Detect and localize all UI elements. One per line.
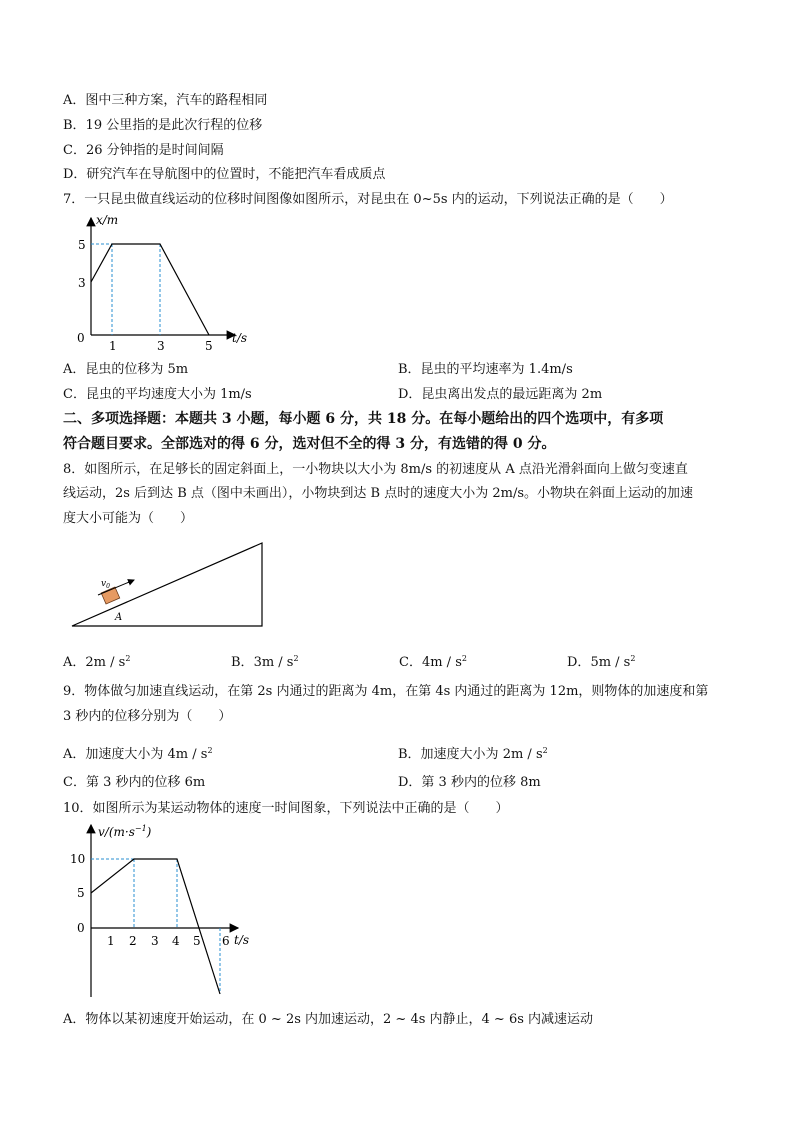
q7-option-b: B．昆虫的平均速率为 1.4m/s [398, 362, 573, 377]
q7-y-tick-3: 3 [78, 276, 86, 290]
q7-xt-graph [70, 212, 270, 352]
q10-x-tick-1: 1 [107, 934, 115, 948]
q9-option-c: C．第 3 秒内的位移 6m [63, 775, 206, 790]
q10-y-tick-10: 10 [70, 852, 86, 866]
q7-xt-line [91, 244, 209, 335]
q7-option-a: A．昆虫的位移为 5m [63, 362, 189, 377]
q7-x-tick-3: 3 [157, 339, 165, 353]
q7-x-axis-label: t/s [232, 331, 248, 345]
q7-y-tick-5: 5 [78, 238, 86, 252]
section2-heading-line2: 符合题目要求。全部选对的得 6 分，选对但不全的得 3 分，有选错的得 0 分。 [63, 436, 556, 452]
q9-option-a: A．加速度大小为 $4m / s^2$ [63, 746, 213, 762]
q10-vt-line [91, 859, 220, 994]
q10-stem: 10．如图所示为某运动物体的速度一时间图象，下列说法中正确的是（ ） [63, 801, 509, 816]
q7-option-c: C．昆虫的平均速度大小为 1m/s [63, 387, 252, 402]
q10-option-a: A．物体以某初速度开始运动，在 0 ~ 2s 内加速运动，2 ~ 4s 内静止，4 ~ 6s 内减速运动 [63, 1012, 594, 1027]
q10-y-tick-5: 5 [77, 886, 85, 900]
q8-option-d: D．$5m / s^2$ [567, 654, 636, 670]
q8-stem-line2: 线运动，2s 后到达 B 点（图中未画出），小物块到达 B 点时的速度大小为 2m/s。小物块在斜面上运动的加速 [63, 486, 693, 501]
q8-option-a: A．$2m / s^2$ [63, 654, 131, 670]
q10-x-tick-6: 6 [222, 934, 230, 948]
q7-y-axis-label: x/m [96, 213, 119, 227]
q10-x-tick-2: 2 [129, 934, 137, 948]
section2-heading-line1: 二、多项选择题：本题共 3 小题，每小题 6 分，共 18 分。在每小题给出的四个选项中，有多项 [63, 411, 664, 427]
q6-option-a: A．图中三种方案，汽车的路程相同 [63, 93, 268, 108]
q9-option-b: B．加速度大小为 $2m / s^2$ [398, 746, 548, 762]
q7-option-d: D．昆虫离出发点的最远距离为 2m [398, 387, 603, 402]
q10-y-axis-label: $v/(m\cdot s^{-1})$ [98, 824, 152, 839]
q6-option-c: C．26 分钟指的是时间间隔 [63, 143, 224, 158]
q10-x-tick-3: 3 [151, 934, 159, 948]
q8-incline-figure [70, 540, 270, 630]
q10-x-tick-5: 5 [193, 934, 201, 948]
q8-option-c: C．$4m / s^2$ [399, 654, 467, 670]
q10-vt-graph [70, 822, 270, 1002]
q9-option-d: D．第 3 秒内的位移 8m [398, 775, 541, 790]
q8-option-b: B．$3m / s^2$ [231, 654, 299, 670]
v0-label: $v_0$ [101, 579, 110, 590]
q10-origin-label: 0 [77, 921, 85, 935]
q10-x-tick-4: 4 [172, 934, 180, 948]
q6-option-b: B．19 公里指的是此次行程的位移 [63, 118, 263, 133]
q9-stem-line2: 3 秒内的位移分别为（ ） [63, 709, 232, 724]
q7-x-tick-1: 1 [109, 339, 117, 353]
q6-option-d: D．研究汽车在导航图中的位置时，不能把汽车看成质点 [63, 167, 386, 182]
q8-stem-line3: 度大小可能为（ ） [63, 511, 194, 526]
q9-stem-line1: 9．物体做匀加速直线运动，在第 2s 内通过的距离为 4m，在第 4s 内通过的距离为 12m，则物体的加速度和第 [63, 684, 709, 699]
q7-stem: 7．一只昆虫做直线运动的位移时间图像如图所示，对昆虫在 0~5s 内的运动，下列说法正确的是（ ） [63, 192, 673, 207]
q7-x-tick-5: 5 [205, 339, 213, 353]
q8-stem-line1: 8．如图所示，在足够长的固定斜面上，一小物块以大小为 8m/s 的初速度从 A 点沿光滑斜面向上做匀变速直 [63, 462, 688, 477]
point-a-label: A [115, 612, 123, 623]
q7-origin-label: 0 [77, 331, 85, 345]
q10-x-axis-label: t/s [234, 933, 250, 947]
